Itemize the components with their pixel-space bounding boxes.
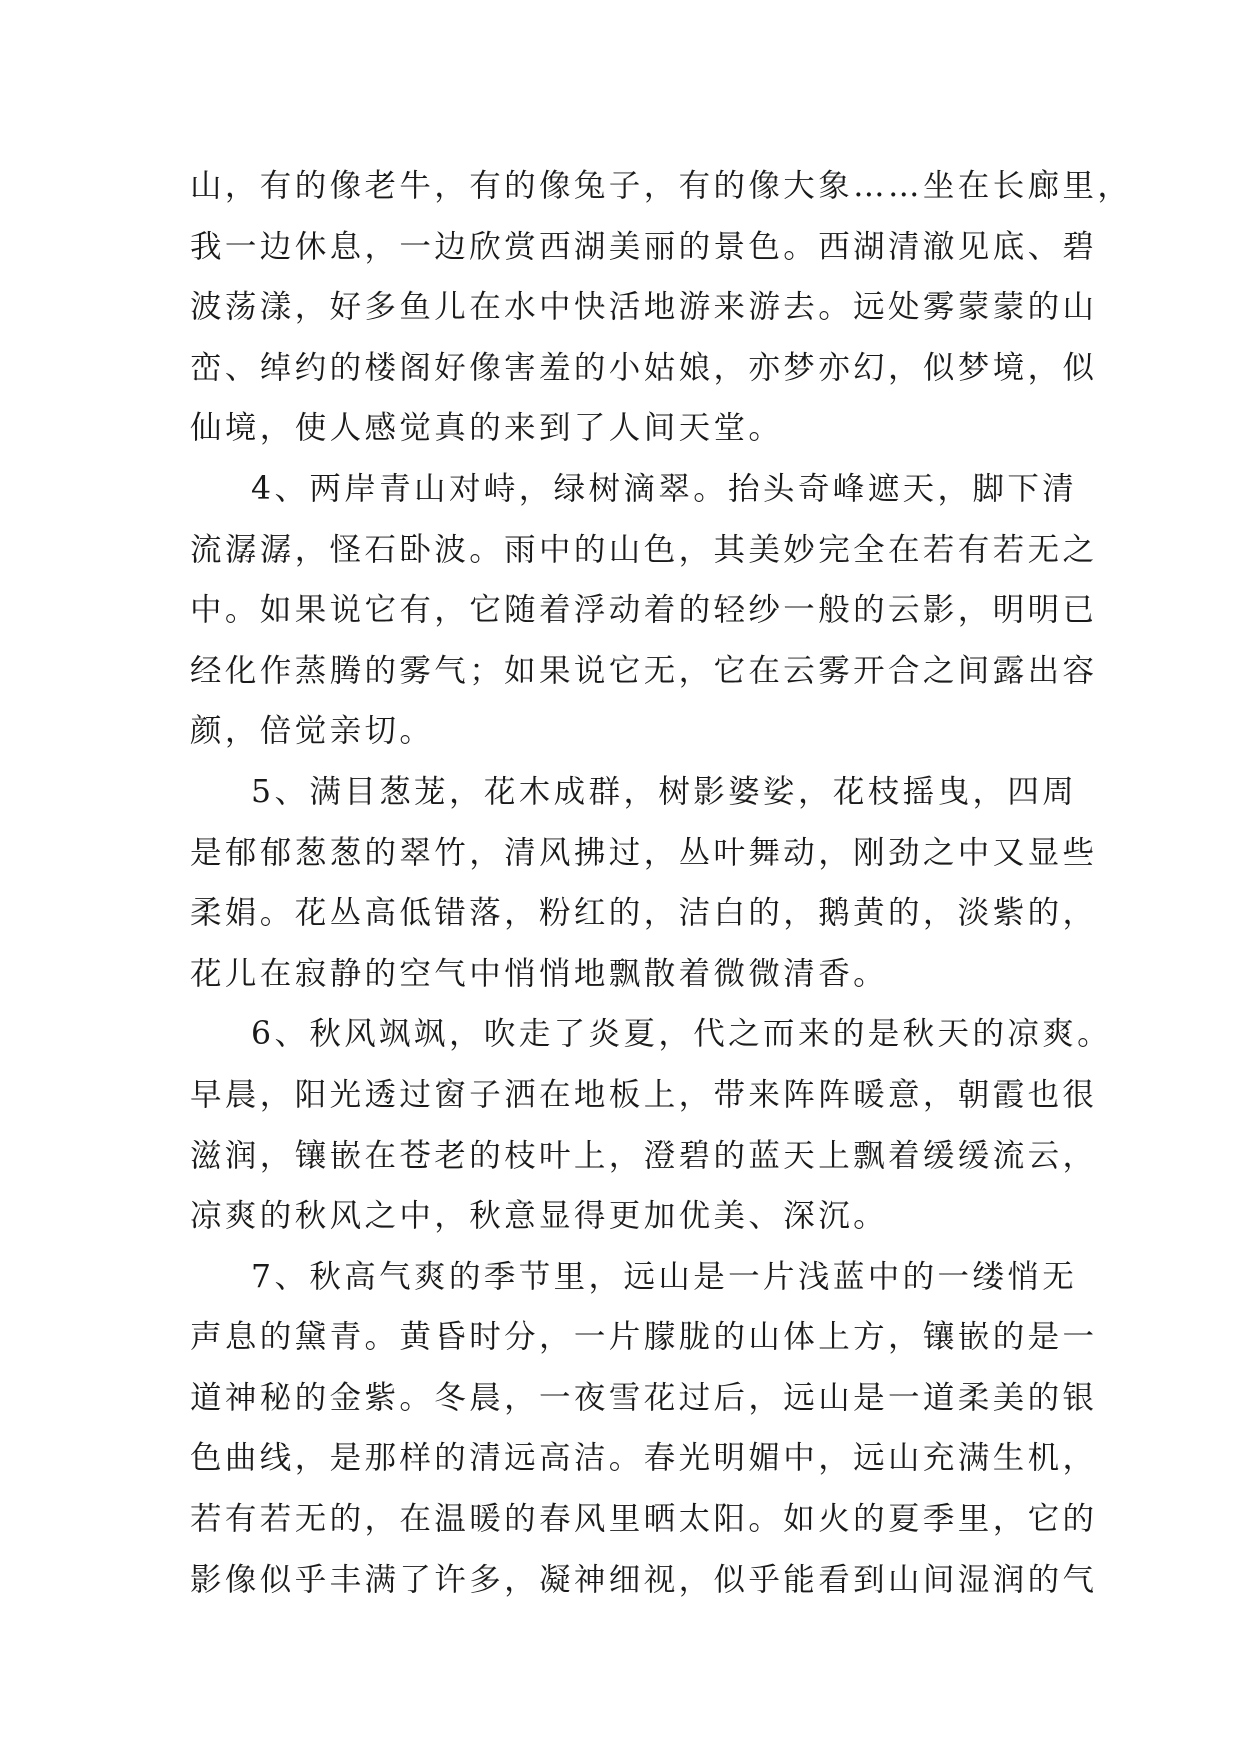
- text-line: 仙境，使人感觉真的来到了人间天堂。: [190, 410, 784, 447]
- text-line: 中。如果说它有，它随着浮动着的轻纱一般的云影，明明已: [190, 592, 1098, 629]
- document-body: [190, 156, 1133, 1610]
- text-line: 颜，倍觉亲切。: [190, 713, 435, 750]
- text-line: 峦、绰约的楼阁好像害羞的小姑娘，亦梦亦幻，似梦境，似: [190, 349, 1098, 386]
- text-line: 色曲线，是那样的清远高洁。春光明媚中，远山充满生机，: [190, 1440, 1098, 1477]
- text-line: 流潺潺，怪石卧波。雨中的山色，其美妙完全在若有若无之: [190, 531, 1098, 568]
- text-line: 柔娟。花丛高低错落，粉红的，洁白的，鹅黄的，淡紫的，: [190, 895, 1098, 932]
- paragraph-7-first-line: 7、秋高气爽的季节里，远山是一片浅蓝中的一缕悄无: [251, 1258, 1078, 1295]
- text-line: 花儿在寂静的空气中悄悄地飘散着微微清香。: [190, 955, 889, 992]
- text-line: 是郁郁葱葱的翠竹，清风拂过，丛叶舞动，刚劲之中又显些: [190, 834, 1098, 871]
- text-line: 影像似乎丰满了许多，凝神细视，似乎能看到山间湿润的气: [190, 1561, 1098, 1598]
- text-line: 若有若无的，在温暖的春风里晒太阳。如火的夏季里，它的: [190, 1501, 1098, 1538]
- paragraph-6-first-line: 6、秋风飒飒，吹走了炎夏，代之而来的是秋天的凉爽。: [251, 1016, 1113, 1053]
- text-line: 声息的黛青。黄昏时分，一片朦胧的山体上方，镶嵌的是一: [190, 1319, 1098, 1356]
- text-line: 早晨，阳光透过窗子洒在地板上，带来阵阵暖意，朝霞也很: [190, 1076, 1098, 1113]
- paragraph-4-first-line: 4、两岸青山对峙，绿树滴翠。抬头奇峰遮天，脚下清: [251, 470, 1078, 507]
- text-line: 凉爽的秋风之中，秋意显得更加优美、深沉。: [190, 1198, 889, 1235]
- text-line: 道神秘的金紫。冬晨，一夜雪花过后，远山是一道柔美的银: [190, 1379, 1098, 1416]
- text-line: 我一边休息，一边欣赏西湖美丽的景色。西湖清澈见底、碧: [190, 228, 1098, 265]
- paragraph-5-first-line: 5、满目葱茏，花木成群，树影婆娑，花枝摇曳，四周: [251, 773, 1078, 810]
- text-line: 波荡漾，好多鱼儿在水中快活地游来游去。远处雾蒙蒙的山: [190, 289, 1098, 326]
- text-line: 经化作蒸腾的雾气；如果说它无，它在云雾开合之间露出容: [190, 652, 1098, 689]
- text-line: 山，有的像老牛，有的像兔子，有的像大象……坐在长廊里，: [190, 168, 1133, 204]
- text-line: 滋润，镶嵌在苍老的枝叶上，澄碧的蓝天上飘着缓缓流云，: [190, 1137, 1098, 1174]
